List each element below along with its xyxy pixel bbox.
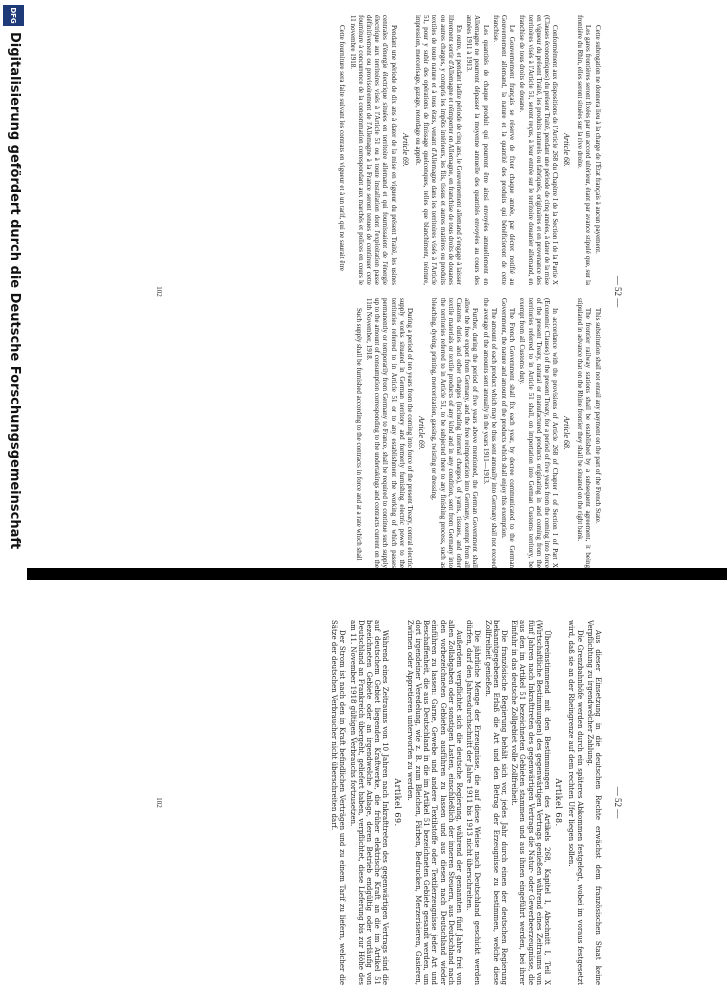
paragraph: Conformément aux dispositions de l'Article 268 du Chapitre I de la Section I de la Partie X (Clauses économiques) du présent Traité, pendant une période de cinq années, à dater de la mise en vigueur du présent Traité, les produits naturels ou fabriqués, originaires et en provenance des territoires visés à l'Article 51, seront reçus, à leur entrée sur le territoire douanier allemand, en franchise de tous droits de douane.	[518, 15, 560, 285]
article-heading: Article 69.	[417, 416, 427, 450]
article-heading: Article 68.	[562, 133, 572, 167]
paragraph: The amount of each product which may be thus sent annually into Germany shall not exceed the average of the amounts sent annually in the years 1911—1913.	[481, 298, 498, 568]
page-number: — 52 —	[613, 275, 623, 308]
bilingual-columns	[97, 15, 602, 568]
paragraph: Les quantités de chaque produit qui pourront être ainsi envoyées annuellement en Allemagne ne pourront dépasser la moyenne annuelle des quantités envoyées au cours des années 1911 à 1913.	[465, 15, 490, 285]
paragraph: Further, during the period of five years above mentioned, the German Government shall allow the free export from Germany, and the free reimportation into Germany, exempt from all Customs duties and other charges (including internal charges), of yarns, tissues, and other textile materials or textile products of any kind and in any condition, sent from Germany into the territories referred to in Article 51, to be subjected there to any finishing process, such as bleaching, dyeing, printing, mercerization, gassing, twisting or dressing.	[430, 298, 480, 568]
paragraph: The French Government shall fix each year, by decree communicated to the German Government, the nature and amount of the products which shall enjoy this exemption.	[499, 298, 517, 568]
paragraph: Cette fourniture sera faite suivant les contrats en vigueur et à un tarif, qui ne saurait être	[338, 25, 347, 271]
french-column	[97, 15, 602, 285]
page-upper-half	[97, 15, 677, 568]
paragraph: Der Strom ist nach den in Kraft befindlichen Verträgen und zu einem Tarif zu liefern, welcher die Sätze der deutschen Verbraucher nicht überschreiten darf.	[330, 620, 347, 985]
paragraph: Cette subrogation ne donnera lieu à la charge de l'État français à aucun payement.	[594, 25, 602, 254]
scan-gutter-band	[0, 568, 727, 580]
paragraph: Aus dieser Einsetzung in die deutschen Rechte erwächst dem französischen Staat keine Verpflichtung zu irgendwelcher Zahlung.	[585, 620, 602, 985]
article-heading: Artikel 69.	[392, 778, 402, 827]
paragraph: Während eines Zeitraums von 10 Jahren nach Inkrafttreten des gegenwärtigen Vertrags sind die auf deutschem Gebiet liegenden Kraftwerke, die früher elektrische Kraft an die im Artikel 51 bezeichneten Gebiete oder an irgendwelche Anlage, deren Betrieb endgültig oder vorläufig von Deutschland an Frankreich übergeht, geliefert haben, verpflichtet, diese Lieferung bis zur Höhe des am 11. November 1918 gültigen Verbrauchs fortzusetzen.	[348, 620, 390, 985]
paragraph: Les gares frontières seront fixées par un accord ultérieur, étant par avance stipulé que, sur la frontière du Rhin, elles seront situées sur la rive droite.	[575, 15, 592, 285]
paragraph: This substitution shall not entail any payment on the part of the French State.	[594, 308, 602, 524]
paragraph: Übereinstimmend mit den Bestimmungen des Artikels 268, Kapitel I, Abschnitt I, Teil X (Wirtschaftliche Bestimmungen) des gegenwärtigen Vertrags genießen während eines Zeitraums von fünf Jahren nach Inkrafttreten des gegenwärtigen Vertrags die Natur- oder Gewerbeerzeugnisse, die aus den im Artikel 51 bezeichneten Gebieten stammen und aus ihnen eingeführt werden, bei ihrer Einfuhr in das deutsche Zollgebiet volle Zollfreiheit.	[510, 620, 551, 985]
page-lower-half	[97, 620, 677, 985]
article-heading: Article 69.	[400, 133, 410, 167]
german-column	[97, 620, 602, 985]
paragraph: Pendant une période de dix ans à dater de la mise en vigueur du présent Traité, les usines centrales d'énergie électrique situées en territoire allemand et qui fournissaient de l'énergie électrique aux territoires visés à l'Article 51 ou à toute installation dont l'exploitation passe définitivement ou provisoirement de l'Allemagne à la France seront tenues de continuer cette fourniture à concurrence de la consommation correspondant aux marchés et polices en cours le 11 novembre 1918.	[348, 15, 398, 285]
english-column	[97, 298, 602, 568]
article-heading: Article 68.	[562, 416, 572, 450]
signature-mark: 102	[155, 797, 164, 808]
signature-mark: 102	[155, 286, 164, 297]
paragraph: The frontier railway stations shall be established by a subsequent agreement, it being stipulated in advance that on the Rhine frontier they shall be situated on the right bank.	[575, 298, 592, 568]
page-number: — 52 —	[613, 786, 623, 819]
paragraph: Le Gouvernement français se réserve de fixer chaque année, par décret notifié au Gouvernement allemand, la nature et la quantité des produits qui bénéficieront de cette franchise.	[491, 15, 517, 285]
article-heading: Artikel 68.	[554, 778, 564, 827]
paragraph: Die Grenzbahnhöfe werden durch ein späteres Abkommen festgelegt, wobei im voraus festgesetzt wird, daß sie an der Rheingrenze auf dem rechten Ufer liegen sollen.	[567, 620, 584, 985]
paragraph: Die französische Regierung behält sich vor, jedes Jahr durch einen der deutschen Regierung bekanntgegebenen Erlaß die Art und den Betrag der Erzeugnisse zu bestimmen, welche diese Zollfreiheit genießen.	[483, 620, 508, 985]
paragraph: Außerdem verpflichtet sich die deutsche Regierung, während der genannten fünf Jahre frei von allen Zollabgaben oder sonstigen Lasten, einschließlich der inneren Steuern, aus Deutschland nach den vorbezeichneten Gebieten ausführen zu lassen und aus diesen nach Deutschland wieder einführen zu lassen: Garne, Gewebe und andere Textilstoffe oder Textilerzeugnisse jeder Art und Beschaffenheit, die aus Deutschland in die im Artikel 51 bezeichneten Gebiete gesandt werden, um dort irgendeiner Veredelung, wie z. B. zum Bleichen, Färben, Bedrucken, Merzerisieren, Gasieren, Zwirnen oder Appretieren unterworfen zu werden.	[405, 620, 463, 985]
footer-credit: Digitalisierung gefördert durch die Deutsche Forschungsgemeinschaft	[7, 32, 22, 550]
dfg-logo: DFG	[3, 5, 24, 26]
paragraph: In accordance with the provisions of Article 268 of Chapter I of Section I of Part X (Economic Clauses) of the present Treaty, for a period of five years from the coming into force of the present Treaty, natural or manufactured products originating in and coming from the territories referred to in Article 51 shall, on importation into German Customs territory, be exempt from all Customs duty.	[518, 298, 560, 568]
paragraph: Die jährliche Menge der Erzeugnisse, die auf diese Weise nach Deutschland geschickt werden dürfen, darf den Jahresdurchschnitt der Jahre 1911 bis 1913 nicht überschreiten.	[465, 620, 482, 985]
paragraph: En outre, et pendant ladite période de cinq ans, le Gouvernement allemand s'engage à laisser librement sortir d'Allemagne et réimporter en Allemagne, en franchise de tous droits de douanes ou autres charges, y compris les impôts intérieurs, les fils, tissus et autres matières ou produits textiles de toute nature et à tous états, venant d'Allemagne dans les territoires visés à l'Article 51, pour y subir des opérations de finissage quelconques, telles que blanchiment, teinture, impression, mercerisage, gazage, retordage ou apprêt.	[413, 15, 463, 285]
paragraph: During a period of ten years from the coming into force of the present Treaty, central electric supply works situated in German territory and formerly furnishing electric power to the territories referred to in Article 51 or to any establishment the working of which passes permanently or temporarily from Germany to France, shall be required to continue such supply up to the amount of consumption corresponding to the undertakings and contracts current on the 11th November, 1918.	[364, 298, 414, 568]
paragraph: Such supply shall be furnished according to the contracts in force and at a rate which shall	[354, 308, 363, 561]
german-columns	[97, 620, 602, 985]
digitization-footer	[0, 0, 27, 1000]
